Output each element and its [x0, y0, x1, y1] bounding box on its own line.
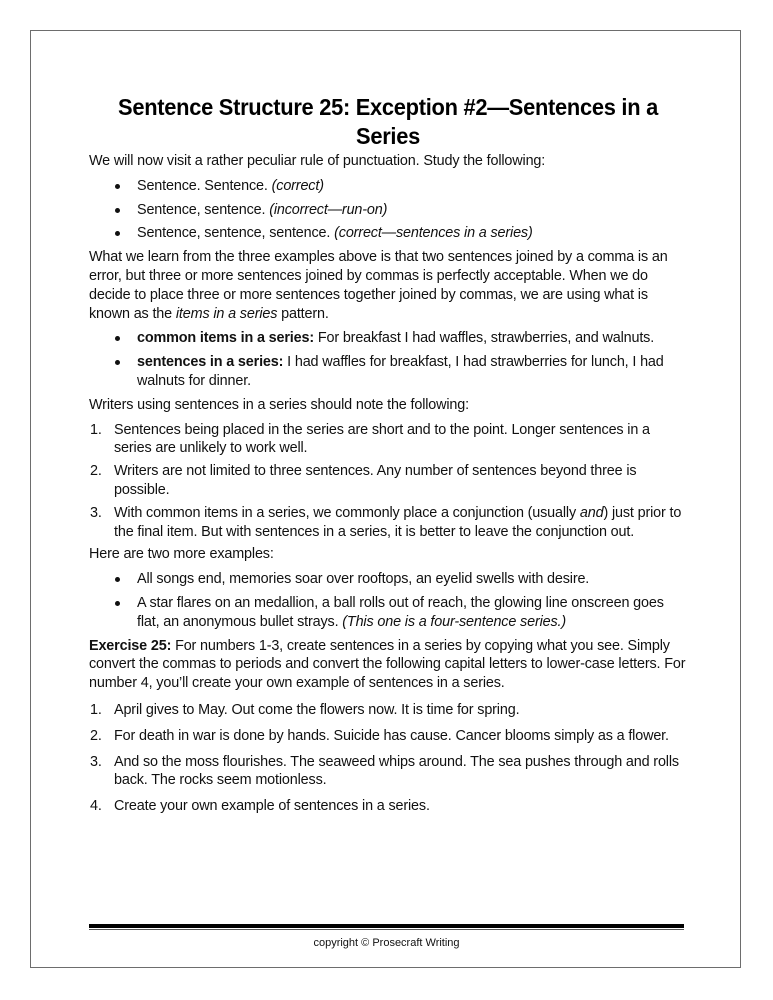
example-text: Sentence, sentence, sentence. [137, 225, 335, 242]
footer-rule [89, 924, 684, 928]
copyright-footer: copyright © Prosecraft Writing [313, 937, 460, 949]
document-body [89, 93, 687, 823]
example-label: sentences in a series: [137, 354, 284, 371]
list-item [89, 353, 687, 391]
example-list-more [89, 570, 687, 631]
list-item [89, 462, 687, 500]
example-text: A star flares on an medallion, a ball rolls out of reach, the glowing line onscreen goes flat, an anonymous bullet strays. [137, 594, 664, 630]
example-list-basic [89, 177, 687, 243]
item-number: 3. [90, 504, 102, 521]
item-number: 1. [90, 701, 102, 718]
list-item [89, 421, 687, 459]
example-note: (correct) [271, 177, 324, 194]
notes-list [89, 421, 687, 542]
item-text: ) just prior to the final item. But with sentences in a series, it is better to leave the conjunction out. [114, 504, 682, 540]
paragraph-text: What we learn from the three examples above is that two sentences joined by a comma is an error, but three or more sentences joined by commas is perfectly acceptable. When we do decide to place three or more sentences together joined by commas, we are using what is known as the [89, 249, 668, 322]
item-text: For death in war is done by hands. Suicide has cause. Cancer blooms simply as a flower. [114, 727, 669, 744]
item-text: Writers are not limited to three sentences. Any number of sentences beyond three is possible. [114, 463, 637, 498]
example-note: (This one is a four-sentence series.) [342, 613, 567, 630]
explanation-paragraph [89, 248, 687, 323]
list-item [89, 504, 687, 542]
item-number: 2. [90, 727, 102, 744]
example-text: All songs end, memories soar over rooftops, an eyelid swells with desire. [137, 571, 590, 588]
list-item [89, 329, 687, 348]
item-text: And so the moss flourishes. The seaweed whips around. The sea pushes through and rolls back. The rocks seem motionless. [114, 753, 679, 789]
exercise-label: Exercise 25: [89, 637, 172, 654]
more-examples-intro: Here are two more examples: [89, 546, 274, 563]
item-text: Sentences being placed in the series are short and to the point. Longer sentences in a series are unlikely to work well. [114, 421, 650, 457]
item-emphasis: and [579, 504, 604, 521]
paragraph-emphasis: items in a series [175, 305, 278, 322]
exercise-item [89, 727, 687, 746]
example-label: common items in a series: [137, 330, 314, 347]
item-number: 4. [90, 798, 102, 815]
list-item [89, 177, 687, 196]
paragraph-text: pattern. [277, 305, 329, 322]
example-note: (incorrect—run-on) [269, 201, 388, 218]
footer-rule-thin [89, 929, 684, 930]
example-text: Sentence, sentence. [137, 201, 270, 218]
item-text: With common items in a series, we commonly place a conjunction (usually [114, 504, 580, 521]
exercise-item [89, 701, 687, 720]
list-item [89, 224, 687, 243]
list-item [89, 570, 687, 589]
item-text: April gives to May. Out come the flowers now. It is time for spring. [114, 701, 520, 718]
example-text: Sentence. Sentence. [137, 177, 272, 194]
exercise-text: For numbers 1-3, create sentences in a series by copying what you see. Simply convert the commas to periods and convert the following capital letters to lower-case letters. For number 4, you’ll create your own example of sentences in a series. [89, 637, 686, 692]
example-note: (correct—sentences in a series) [334, 225, 533, 242]
item-number: 1. [90, 421, 102, 438]
exercise-list [89, 701, 687, 816]
example-text: For breakfast I had waffles, strawberries, and walnuts. [314, 330, 655, 347]
item-number: 3. [90, 753, 102, 770]
example-list-series [89, 329, 687, 390]
list-item [89, 201, 687, 220]
item-text: Create your own example of sentences in a series. [114, 798, 430, 815]
exercise-instructions [89, 637, 687, 693]
notes-intro: Writers using sentences in a series should note the following: [89, 396, 469, 413]
exercise-item [89, 753, 687, 791]
item-number: 2. [90, 463, 102, 480]
example-text: I had waffles for breakfast, I had strawberries for lunch, I had walnuts for dinner. [137, 354, 664, 389]
page-title: Sentence Structure 25: Exception #2—Sentences in a Series [118, 94, 658, 149]
list-item [89, 594, 687, 632]
intro-paragraph: We will now visit a rather peculiar rule of punctuation. Study the following: [89, 153, 546, 169]
exercise-item [89, 797, 687, 816]
